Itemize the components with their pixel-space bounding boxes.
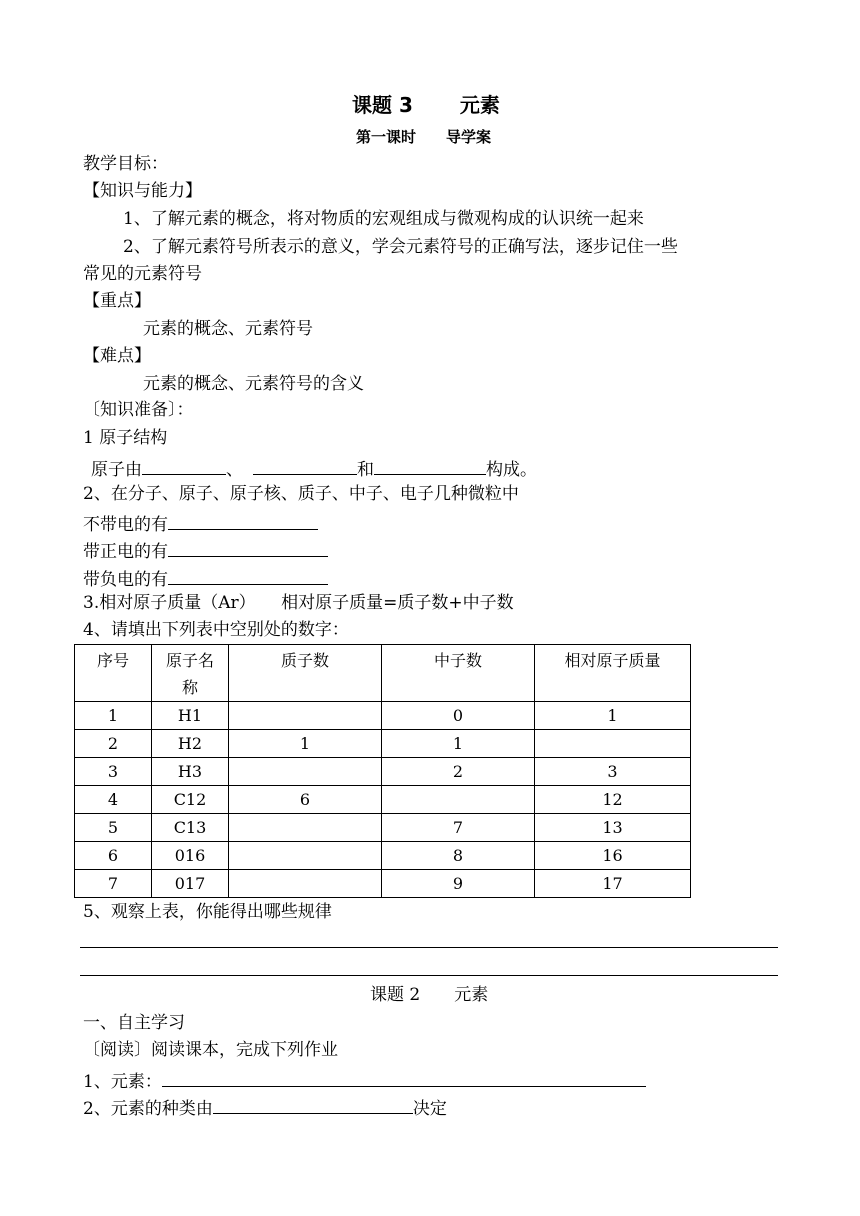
cell-neutrons: 1 — [382, 730, 535, 758]
q3-text: 3.相对原子质量（Ar） 相对原子质量=质子数+中子数 — [83, 593, 514, 613]
q2-negative-line — [83, 568, 328, 589]
header-atom-name: 原子名称 — [152, 645, 229, 702]
q2-title: 2、在分子、原子、原子核、质子、中子、电子几种微粒中 — [83, 484, 519, 504]
cell-relative-mass: 1 — [535, 702, 691, 730]
cell-relative-mass: 12 — [535, 786, 691, 814]
difficulty-heading: 【难点】 — [83, 346, 151, 366]
cell-protons: 1 — [229, 730, 382, 758]
cell-protons[interactable] — [229, 814, 382, 842]
cell-neutrons: 8 — [382, 842, 535, 870]
q1-title: 1 原子结构 — [83, 428, 168, 448]
header-protons: 质子数 — [229, 645, 382, 702]
cell-relative-mass: 16 — [535, 842, 691, 870]
self-study-heading: 一、自主学习 — [83, 1013, 185, 1033]
s2-q1-line — [83, 1070, 646, 1091]
s2-q2-line — [83, 1097, 447, 1118]
cell-relative-mass: 3 — [535, 758, 691, 786]
q2-positive-line — [83, 540, 328, 561]
atom-table — [74, 644, 691, 898]
cell-protons[interactable] — [229, 842, 382, 870]
cell-index: 1 — [75, 702, 152, 730]
q2-neutral-line — [83, 513, 318, 534]
q1-sep2: 和 — [357, 460, 374, 480]
cell-protons: 6 — [229, 786, 382, 814]
q5-text: 5、观察上表，你能得出哪些规律 — [83, 902, 332, 922]
reading-text: 〔阅读〕阅读课本，完成下列作业 — [83, 1040, 338, 1060]
q1-line — [91, 458, 537, 479]
header-neutrons: 中子数 — [382, 645, 535, 702]
s2-q2-suffix: 决定 — [412, 1099, 447, 1119]
objective-item-2-cont: 常见的元素符号 — [83, 264, 202, 284]
table-row — [75, 730, 691, 758]
cell-relative-mass: 13 — [535, 814, 691, 842]
table-header-row — [75, 645, 691, 702]
s2-q1-label: 1、元素： — [83, 1072, 162, 1092]
cell-index: 4 — [75, 786, 152, 814]
q2-negative-label: 带负电的有 — [83, 570, 168, 590]
blank-proton[interactable] — [253, 458, 357, 475]
header-relative-mass: 相对原子质量 — [535, 645, 691, 702]
table-row — [75, 786, 691, 814]
page-subtitle: 第一课时 导学案 — [356, 128, 492, 146]
cell-index: 3 — [75, 758, 152, 786]
blank-element-type[interactable] — [213, 1097, 413, 1114]
blank-positive[interactable] — [168, 540, 328, 557]
cell-neutrons: 9 — [382, 870, 535, 898]
objective-item-1: 1、了解元素的概念，将对物质的宏观组成与微观构成的认识统一起来 — [123, 209, 644, 229]
cell-atom-name: H3 — [152, 758, 229, 786]
cell-relative-mass[interactable] — [535, 730, 691, 758]
objective-item-2: 2、了解元素符号所表示的意义，学会元素符号的正确写法，逐步记住一些 — [123, 237, 678, 257]
table-row — [75, 702, 691, 730]
cell-index: 5 — [75, 814, 152, 842]
table-row — [75, 870, 691, 898]
q1-prefix: 原子由 — [91, 460, 142, 480]
s2-q2-prefix: 2、元素的种类由 — [83, 1099, 213, 1119]
table-row — [75, 814, 691, 842]
section2-title: 课题 2 元素 — [370, 985, 489, 1005]
key-text: 元素的概念、元素符号 — [143, 319, 313, 339]
cell-index: 7 — [75, 870, 152, 898]
blank-element-definition[interactable] — [162, 1070, 646, 1087]
table-row — [75, 758, 691, 786]
prep-heading: 〔知识准备〕： — [83, 400, 194, 420]
cell-neutrons: 2 — [382, 758, 535, 786]
cell-atom-name: 016 — [152, 842, 229, 870]
difficulty-text: 元素的概念、元素符号的含义 — [143, 374, 364, 394]
cell-atom-name: H2 — [152, 730, 229, 758]
cell-protons[interactable] — [229, 758, 382, 786]
page-title: 课题 3 元素 — [352, 93, 500, 117]
cell-neutrons[interactable] — [382, 786, 535, 814]
blank-neutral[interactable] — [168, 513, 318, 530]
cell-protons[interactable] — [229, 870, 382, 898]
blank-electron[interactable] — [374, 458, 486, 475]
q4-text: 4、请填出下列表中空别处的数字： — [83, 620, 349, 640]
header-index: 序号 — [75, 645, 152, 702]
blank-negative[interactable] — [168, 568, 328, 585]
key-heading: 【重点】 — [83, 291, 151, 311]
cell-neutrons: 7 — [382, 814, 535, 842]
answer-line-2[interactable] — [80, 975, 778, 976]
answer-line-1[interactable] — [80, 947, 778, 948]
cell-index: 6 — [75, 842, 152, 870]
cell-neutrons: 0 — [382, 702, 535, 730]
knowledge-heading: 【知识与能力】 — [83, 181, 202, 201]
blank-nucleus[interactable] — [142, 458, 226, 475]
cell-atom-name: 017 — [152, 870, 229, 898]
q2-positive-label: 带正电的有 — [83, 542, 168, 562]
q1-suffix: 构成。 — [486, 460, 537, 480]
cell-index: 2 — [75, 730, 152, 758]
cell-atom-name: C13 — [152, 814, 229, 842]
table-row — [75, 842, 691, 870]
q2-neutral-label: 不带电的有 — [83, 515, 168, 535]
cell-protons[interactable] — [229, 702, 382, 730]
cell-relative-mass: 17 — [535, 870, 691, 898]
cell-atom-name: C12 — [152, 786, 229, 814]
cell-atom-name: H1 — [152, 702, 229, 730]
q1-sep1: 、 — [226, 460, 243, 480]
objectives-heading: 教学目标： — [83, 154, 168, 174]
